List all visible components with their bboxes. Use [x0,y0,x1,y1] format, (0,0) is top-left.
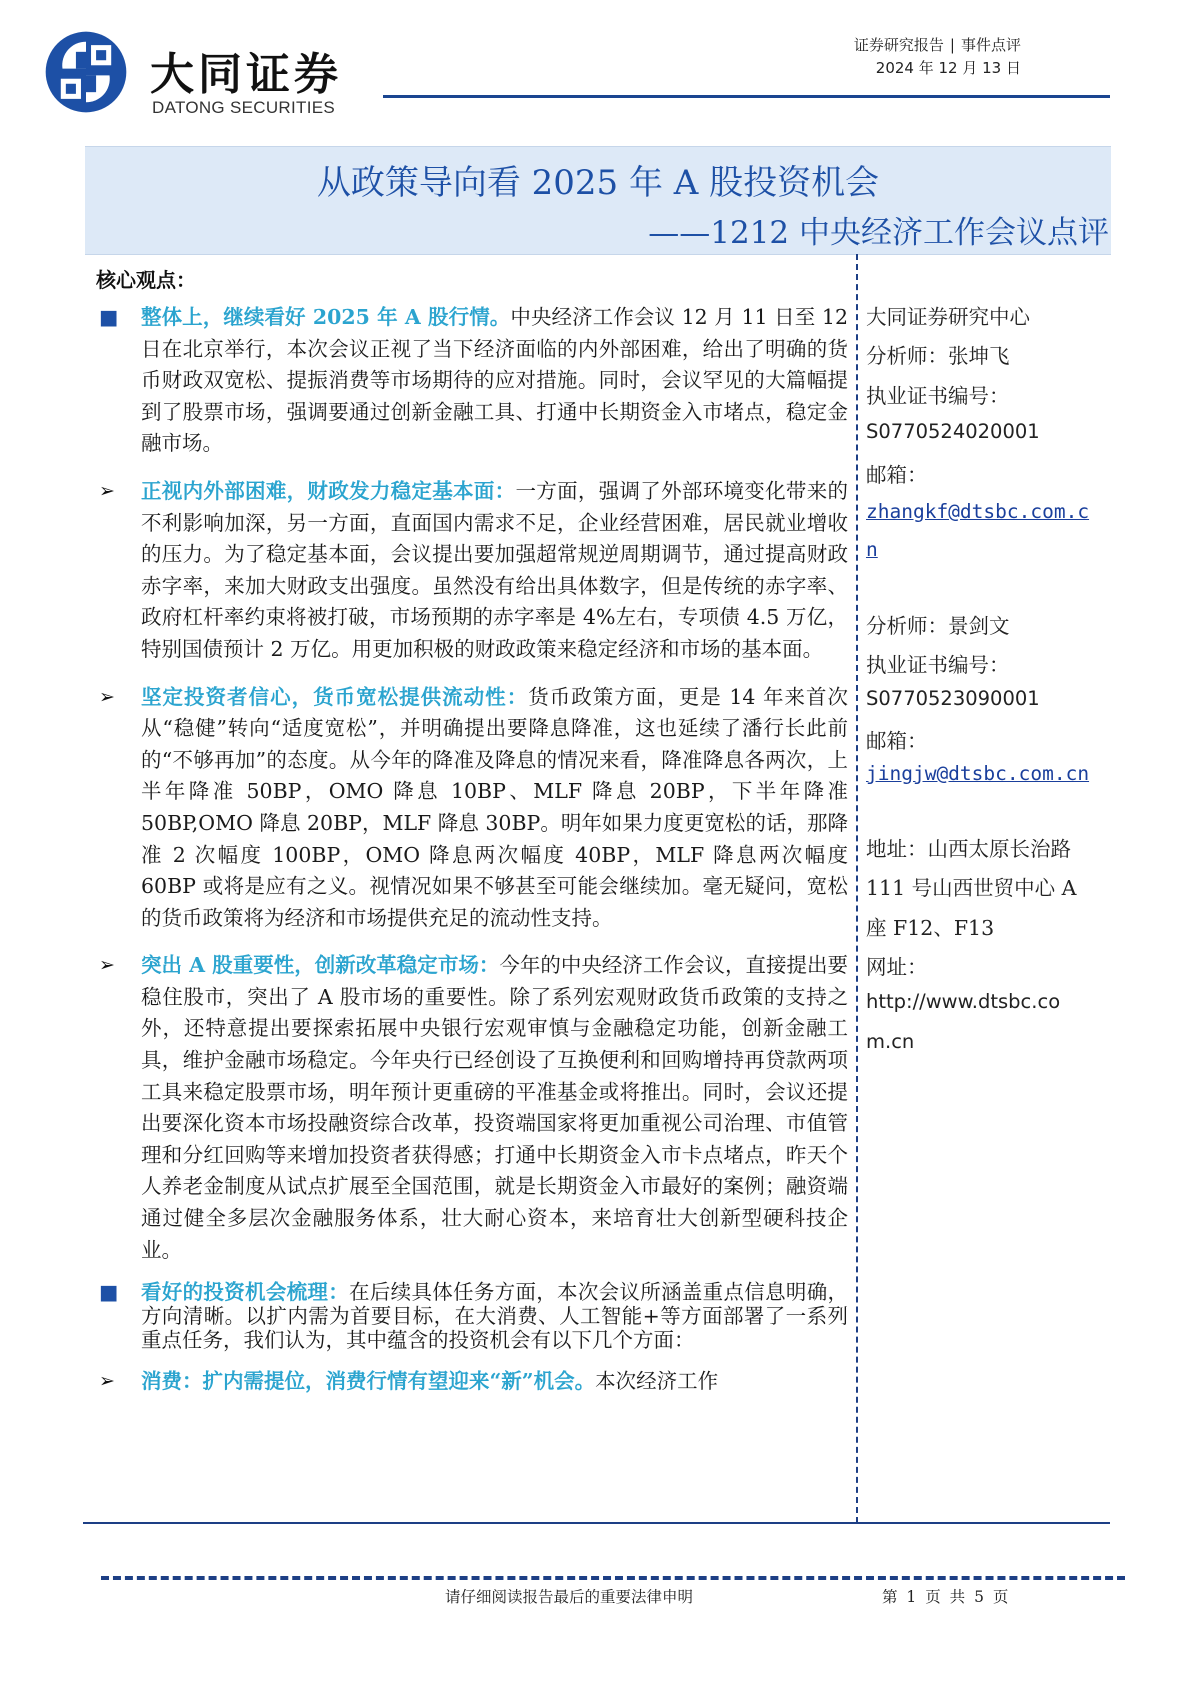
email-link[interactable]: jingjw@dtsbc.com.cn [866,762,1090,785]
paragraph-body: 一方面，强调了外部环境变化带来的不利影响加深，另一方面，直面国内需求不足，企业经营困难，居民就业增收的压力。为了稳定基本面，会议提出要加强超常规逆周期调节，通过提高财政赤字率，来加大财政支出强度。虽然没有给出具体数字，但是传统的赤字率、政府杠杆率约束将被打破，市场预期的赤字率是 4%左右，专项债 4.5 万亿，特别国债预计 2 万亿。用更加积极的财政政策来稳定经济和市场的基本面。 [141,478,849,661]
report-subtype-label: 事件点评 [960,36,1021,54]
email-label: 邮箱： [866,463,928,487]
page-number: 第 1 页 共 5 页 [882,1588,1009,1606]
legal-notice: 请仔细阅读报告最后的重要法律申明 [445,1588,694,1606]
paragraph-consumption [96,1366,848,1397]
arrow-bullet-icon: ➢ [99,479,115,502]
cert-label: 执业证书编号： [866,384,1010,408]
address-line: 111 号山西世贸中心 A [866,876,1077,900]
website-url-continued[interactable]: m.cn [866,1030,915,1053]
address-line: 座 F12、F13 [866,916,995,940]
report-title: 从政策导向看 2025 年 A 股投资机会 [316,163,880,203]
paragraph-overall [96,302,848,460]
report-date: 2024 年 12 月 13 日 [875,59,1021,77]
paragraph-lead: 突出 A 股重要性，创新改革稳定市场： [141,953,500,978]
research-center: 大同证券研究中心 [866,305,1030,329]
paragraph-body: 中央经济工作会议 12 月 11 日至 12 日在北京举行，本次会议正视了当下经济面临的内外部困难，给出了明确的货币财政双宽松、提振消费等市场期待的应对措施。同时，会议罕见的大篇幅提到了股票市场，强调要通过创新金融工具、打通中长期资金入市堵点，稳定金融市场。 [141,305,848,456]
column-divider [856,254,858,1523]
paragraph-lead: 消费：扩内需提位，消费行情有望迎来“新”机会。 [141,1369,596,1394]
header-rule [383,95,1110,98]
footer-dashed-rule [101,1576,1125,1580]
report-subtitle: ——1212 中央经济工作会议点评 [648,215,1109,251]
brand-name-en: DATONG SECURITIES [152,98,335,117]
paragraph-body: 货币政策方面，更是 14 年来首次从“稳健”转向“适度宽松”，并明确提出要降息降准，这也延续了潘行长此前的“不够再加”的态度。从今年的降准及降息的情况来看，降准降息各两次，上半年降准 50BP，OMO 降息 10BP、MLF 降息 20BP，下半年降准 50BP,OMO 降息 20BP，MLF 降息 30BP。明年如果力度更宽松的话，那降准 2 次幅度 100BP，OMO 降息两次幅度 40BP，MLF 降息两次幅度 60BP 或将是应有之义。视情况如果不够甚至可能会继续加。毫无疑问，宽松的货币政策将为经济和市场提供充足的流动性支持。 [141,684,849,930]
cert-label: 执业证书编号： [866,653,1010,677]
main-column [96,302,848,1397]
paragraph-a-share [96,950,848,1266]
website-label: 网址： [866,955,928,979]
paragraph-monetary [96,682,848,935]
cert-number: S0770523090001 [866,687,1040,710]
paragraph-body: 今年的中央经济工作会议，直接提出要稳住股市，突出了 A 股市场的重要性。除了系列宏观财政货币政策的支持之外，还特意提出要探索拓展中央银行宏观审慎与金融稳定功能，创新金融工具，维护金融市场稳定。今年央行已经创设了互换便利和回购增持再贷款两项工具来稳定股票市场，明年预计更重磅的平准基金或将推出。同时，会议还提出要深化资本市场投融资综合改革，投资端国家将更加重视公司治理、市值管理和分红回购等来增加投资者获得感；打通中长期资金入市卡点堵点，昨天个人养老金制度从试点扩展至全国范围，就是长期资金入市最好的案例；融资端通过健全多层次金融服务体系，壮大耐心资本，来培育壮大创新型硬科技企业。 [141,953,849,1262]
paragraph-body: 在后续具体任务方面，本次会议所涵盖重点信息明确，方向清晰。以扩内需为首要目标，在大消费、人工智能+等方面部署了一系列重点任务，我们认为，其中蕴含的投资机会有以下几个方面： [141,1280,848,1353]
analyst-name: 分析师：景剑文 [866,614,1010,638]
separator: | [949,36,955,54]
email-link[interactable]: zhangkf@dtsbc.com.c [866,500,1090,523]
square-bullet-icon: ■ [99,1280,119,1305]
paragraph-lead: 看好的投资机会梳理： [141,1280,350,1305]
square-bullet-icon: ■ [99,305,119,329]
paragraph-lead: 整体上，继续看好 2025 年 A 股行情。 [141,305,511,329]
arrow-bullet-icon: ➢ [99,685,115,708]
report-type [854,34,1021,55]
paragraph-opportunities [96,1280,848,1352]
datong-logo-icon [44,30,128,114]
analyst-name: 分析师：张坤飞 [866,344,1010,368]
address-line: 地址：山西太原长治路 [866,837,1071,861]
arrow-bullet-icon: ➢ [99,954,115,977]
email-label: 邮箱： [866,729,928,753]
website-url[interactable]: http://www.dtsbc.co [866,990,1061,1013]
cert-number: S0770524020001 [866,420,1040,443]
report-type-label: 证券研究报告 [853,36,944,54]
paragraph-lead: 坚定投资者信心，货币宽松提供流动性： [141,684,529,709]
email-link-continued[interactable]: n [866,538,878,561]
paragraph-lead: 正视内外部困难，财政发力稳定基本面： [141,478,516,503]
content-bottom-rule [83,1522,1110,1524]
paragraph-fiscal [96,476,848,666]
core-view-heading: 核心观点： [96,268,196,292]
brand-name-cn: 大同证券 [150,49,342,100]
arrow-bullet-icon: ➢ [99,1370,115,1393]
paragraph-body: 本次经济工作 [595,1369,719,1394]
